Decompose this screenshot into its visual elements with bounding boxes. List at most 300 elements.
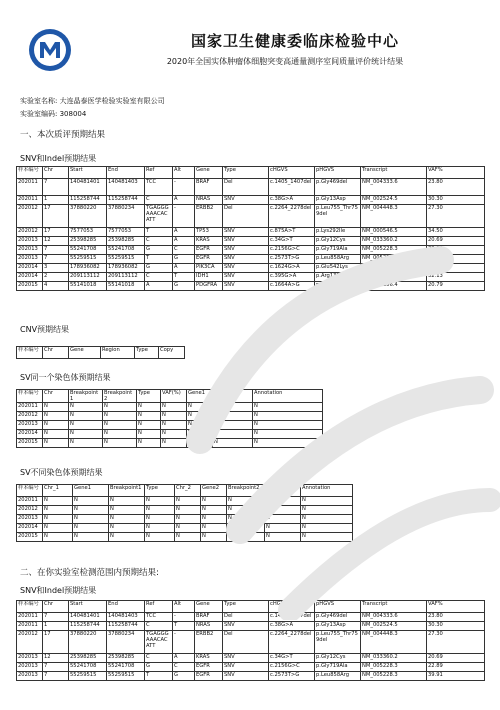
table-cell: EGFR: [195, 255, 223, 264]
table-cell: -: [173, 613, 195, 622]
table-cell: N: [161, 403, 187, 412]
table-cell: 202012: [17, 412, 43, 421]
table-cell: NM_004448.3: [361, 631, 427, 654]
column-header: Start: [69, 167, 107, 179]
snv-table1-title: SNV和Indel预期结果: [20, 154, 97, 163]
table-cell: 202012: [17, 631, 43, 654]
table-cell: p.Gly13Asp: [315, 622, 361, 631]
table-cell: p.Lys292Ile: [315, 228, 361, 237]
table-row: [17, 506, 353, 515]
table-cell: SNV: [223, 237, 269, 246]
table-row: [17, 228, 485, 237]
table-cell: N: [227, 533, 265, 542]
table-cell: C: [145, 273, 173, 282]
table-cell: p.Arg132His: [315, 273, 361, 282]
table-cell: 17: [43, 205, 69, 228]
table-row: [17, 273, 485, 282]
table-cell: N: [175, 506, 201, 515]
table-cell: N: [43, 412, 69, 421]
column-header: Copy: [159, 347, 185, 359]
table-cell: NRAS: [195, 196, 223, 205]
table-cell: 55259515: [107, 672, 145, 681]
table-cell: A: [145, 282, 173, 291]
table-cell: T: [173, 622, 195, 631]
table-cell: T: [145, 255, 173, 264]
column-header: Alt: [173, 601, 195, 613]
table-cell: 202013: [17, 421, 43, 430]
table-cell: N: [253, 403, 323, 412]
table-row: [17, 672, 485, 681]
column-header: Breakpoint2: [227, 485, 265, 497]
table-cell: Del: [223, 179, 269, 196]
column-header: Type: [145, 485, 175, 497]
table-cell: c.38G>A: [269, 622, 315, 631]
table-cell: G: [145, 663, 173, 672]
table-cell: N: [253, 412, 323, 421]
table-header-row: [17, 485, 353, 497]
column-header: VAF%: [427, 167, 485, 179]
table-cell: N: [213, 430, 253, 439]
table-cell: SNV: [223, 273, 269, 282]
table-cell: Del: [223, 631, 269, 654]
table-cell: NM_033360.2: [361, 654, 427, 663]
table-cell: 115258744: [69, 622, 107, 631]
sv-diff-table: [16, 484, 353, 542]
table-cell: NM_004333.6: [361, 179, 427, 196]
table-cell: 12: [43, 237, 69, 246]
table-cell: N: [161, 430, 187, 439]
table-cell: N: [201, 506, 227, 515]
table-cell: T: [145, 672, 173, 681]
lab-name-line: 实验室名称: 大连晶泰医学检验实验室有限公司: [20, 97, 165, 105]
table-cell: 25398285: [107, 237, 145, 246]
table-cell: 140481403: [107, 179, 145, 196]
column-header: Type: [223, 167, 269, 179]
table-cell: C: [173, 246, 195, 255]
column-header: End: [107, 167, 145, 179]
table-cell: N: [43, 533, 73, 542]
table-row: [17, 654, 485, 663]
table-cell: N: [145, 515, 175, 524]
column-header: VAF (%): [265, 485, 301, 497]
column-header: Transcript: [361, 601, 427, 613]
column-header: 样本编号: [17, 347, 43, 359]
table-cell: N: [137, 412, 161, 421]
table-cell: TGAGGGAAACACATT: [145, 205, 173, 228]
table-cell: SNV: [223, 672, 269, 681]
table-cell: 202014: [17, 430, 43, 439]
column-header: Region: [101, 347, 135, 359]
table-row: [17, 421, 323, 430]
table-row: [17, 196, 485, 205]
table-cell: 202013: [17, 515, 43, 524]
table-cell: 25398285: [107, 654, 145, 663]
table-cell: 202014: [17, 524, 43, 533]
table-cell: 202013: [17, 246, 43, 255]
table-cell: N: [137, 421, 161, 430]
table-cell: 209113112: [69, 273, 107, 282]
table-cell: N: [73, 506, 109, 515]
column-header: Gene1: [73, 485, 109, 497]
snv-table-1: [16, 166, 485, 291]
table-cell: 7: [43, 613, 69, 622]
table-row: [17, 237, 485, 246]
table-cell: Del: [223, 613, 269, 622]
table-cell: 140481401: [69, 613, 107, 622]
table-cell: 7577053: [107, 228, 145, 237]
column-header: Type: [137, 390, 161, 403]
table-cell: N: [161, 439, 187, 448]
table-cell: 3: [43, 264, 69, 273]
table-cell: c.2573T>G: [269, 672, 315, 681]
table-cell: 25398285: [69, 237, 107, 246]
column-header: Gene: [195, 167, 223, 179]
lab-code-line: 实验室编码: 308004: [20, 110, 87, 118]
table-cell: -: [173, 631, 195, 654]
table-cell: N: [227, 515, 265, 524]
table-cell: N: [69, 403, 103, 412]
table-cell: 140481401: [69, 179, 107, 196]
table-row: [17, 515, 353, 524]
column-header: pHGVS: [315, 167, 361, 179]
column-header: pHGVS: [315, 601, 361, 613]
table-cell: p.Gly469del: [315, 613, 361, 622]
table-cell: A: [173, 264, 195, 273]
table-cell: N: [265, 524, 301, 533]
table-cell: N: [265, 533, 301, 542]
table-cell: N: [301, 515, 353, 524]
table-cell: 20.69: [427, 654, 485, 663]
column-header: Chr_2: [175, 485, 201, 497]
table-cell: N: [103, 421, 137, 430]
table-cell: N: [253, 439, 323, 448]
table-cell: NM_005228.3: [361, 663, 427, 672]
column-header: cHGVS: [269, 167, 315, 179]
table-cell: C: [173, 663, 195, 672]
table-header-row: [17, 390, 323, 403]
table-cell: 1: [43, 622, 69, 631]
table-cell: 209113112: [107, 273, 145, 282]
table-cell: 115258744: [107, 196, 145, 205]
table-cell: A: [173, 228, 195, 237]
table-cell: 7: [43, 179, 69, 196]
table-cell: NM_005228.3: [361, 672, 427, 681]
table-cell: NM_033360.2: [361, 237, 427, 246]
table-cell: 37880220: [69, 631, 107, 654]
table-cell: 202013: [17, 654, 43, 663]
sv-same-table-title: SV同一个染色体预期结果: [20, 373, 111, 382]
table-cell: N: [201, 515, 227, 524]
table-cell: 202013: [17, 237, 43, 246]
table-row: [17, 663, 485, 672]
table-cell: -: [173, 205, 195, 228]
lab-name: 大连晶泰医学检验实验室有限公司: [59, 97, 165, 105]
table-cell: N: [187, 421, 213, 430]
table-cell: N: [161, 412, 187, 421]
sv-same-table: [16, 389, 323, 448]
table-cell: 202014: [17, 264, 43, 273]
table-cell: N: [43, 524, 73, 533]
table-cell: N: [213, 403, 253, 412]
table-cell: N: [103, 430, 137, 439]
table-cell: 12: [43, 654, 69, 663]
table-cell: c.2573T>G: [269, 255, 315, 264]
column-header: Gene2: [213, 390, 253, 403]
table-cell: N: [109, 533, 145, 542]
table-cell: 27.30: [427, 631, 485, 654]
table-cell: 32.13: [427, 273, 485, 282]
table-cell: 23.80: [427, 613, 485, 622]
table-cell: 202014: [17, 273, 43, 282]
table-cell: 178936082: [69, 264, 107, 273]
table-cell: 37880220: [69, 205, 107, 228]
table-cell: N: [227, 506, 265, 515]
table-cell: N: [69, 421, 103, 430]
table-cell: 55141018: [69, 282, 107, 291]
table-cell: NM_002524.5: [361, 196, 427, 205]
table-row: [17, 412, 323, 421]
table-cell: N: [265, 515, 301, 524]
table-cell: 25398285: [69, 654, 107, 663]
table-cell: c.38G>A: [269, 196, 315, 205]
table-cell: p.Gly12Cys: [315, 237, 361, 246]
table-cell: 202011: [17, 613, 43, 622]
table-cell: N: [109, 515, 145, 524]
table-cell: 22.89: [427, 246, 485, 255]
table-row: [17, 205, 485, 228]
table-row: [17, 264, 485, 273]
table-cell: N: [253, 430, 323, 439]
table-cell: p.Gly719Ala: [315, 663, 361, 672]
table-cell: 178936082: [107, 264, 145, 273]
table-cell: 2: [43, 273, 69, 282]
table-cell: 34.16: [427, 264, 485, 273]
table-cell: N: [43, 506, 73, 515]
table-cell: N: [213, 421, 253, 430]
column-header: 样本编号: [17, 390, 43, 403]
table-cell: 22.89: [427, 663, 485, 672]
table-cell: G: [145, 246, 173, 255]
table-cell: 115258744: [107, 622, 145, 631]
table-cell: 202013: [17, 672, 43, 681]
table-cell: N: [227, 524, 265, 533]
table-cell: N: [109, 506, 145, 515]
table-cell: 115258744: [69, 196, 107, 205]
table-cell: p.Glu542Lys: [315, 264, 361, 273]
table-cell: PIK3CA: [195, 264, 223, 273]
table-cell: 1: [43, 196, 69, 205]
table-cell: TCC: [145, 613, 173, 622]
table-cell: 7: [43, 246, 69, 255]
table-cell: N: [69, 412, 103, 421]
page-title: 国家卫生健康委临床检验中心: [190, 32, 399, 50]
table-cell: 202013: [17, 255, 43, 264]
table-cell: N: [301, 533, 353, 542]
table-cell: N: [103, 412, 137, 421]
table-cell: p.Leu755_Thr759del: [315, 631, 361, 654]
table-cell: N: [175, 515, 201, 524]
column-header: Chr_1: [43, 485, 73, 497]
table-cell: N: [73, 497, 109, 506]
table-cell: N: [73, 524, 109, 533]
table-cell: EGFR: [195, 246, 223, 255]
table-cell: C: [145, 196, 173, 205]
table-cell: N: [69, 439, 103, 448]
table-cell: c.2156G>C: [269, 246, 315, 255]
table-cell: N: [109, 524, 145, 533]
table-cell: BRAF: [195, 179, 223, 196]
table-cell: 202015: [17, 533, 43, 542]
table-cell: N: [137, 439, 161, 448]
table-cell: c.2264_2278del: [269, 205, 315, 228]
table-cell: 202012: [17, 205, 43, 228]
table-cell: 34.50: [427, 228, 485, 237]
table-cell: N: [145, 497, 175, 506]
table-cell: NM_000546.5: [361, 228, 427, 237]
table-cell: c.2156G>C: [269, 663, 315, 672]
table-row: [17, 497, 353, 506]
table-cell: c.1624G>A: [269, 264, 315, 273]
table-cell: SNV: [223, 264, 269, 273]
table-cell: IDH1: [195, 273, 223, 282]
table-cell: 55241708: [107, 246, 145, 255]
table-cell: 202011: [17, 497, 43, 506]
table-cell: c.1664A>G: [269, 282, 315, 291]
column-header: Gene2: [201, 485, 227, 497]
table-cell: SNV: [223, 654, 269, 663]
table-cell: p.Gly719Ala: [315, 246, 361, 255]
table-cell: c.1405_1407del: [269, 613, 315, 622]
table-cell: N: [301, 506, 353, 515]
table-cell: N: [43, 430, 69, 439]
table-cell: 39.91: [427, 255, 485, 264]
table-cell: p.Gly469del: [315, 179, 361, 196]
column-header: Chr: [43, 167, 69, 179]
column-header: Transcript: [361, 167, 427, 179]
table-cell: N: [227, 497, 265, 506]
table-cell: G: [173, 255, 195, 264]
table-cell: Del: [223, 205, 269, 228]
table-cell: N: [265, 497, 301, 506]
table-cell: N: [69, 430, 103, 439]
table-cell: TP53: [195, 228, 223, 237]
column-header: Breakpoint1: [109, 485, 145, 497]
table-row: [17, 622, 485, 631]
table-cell: 202012: [17, 228, 43, 237]
table-cell: 140481403: [107, 613, 145, 622]
table-cell: N: [187, 439, 213, 448]
table-cell: N: [201, 533, 227, 542]
table-cell: c.395G>A: [269, 273, 315, 282]
table-cell: EGFR: [195, 663, 223, 672]
snv-table-2: [16, 600, 485, 681]
table-cell: C: [145, 237, 173, 246]
lab-code: 308004: [59, 110, 87, 118]
table-cell: N: [175, 497, 201, 506]
table-cell: A: [173, 237, 195, 246]
table-cell: N: [161, 421, 187, 430]
snv-table2-title: SNV和Indel预期结果: [20, 586, 97, 595]
column-header: VAF(%): [161, 390, 187, 403]
table-cell: 55259515: [107, 255, 145, 264]
table-cell: c.1405_1407del: [269, 179, 315, 196]
table-cell: NM_005228.3: [361, 255, 427, 264]
table-cell: T: [145, 228, 173, 237]
table-cell: N: [253, 421, 323, 430]
table-cell: 20.79: [427, 282, 485, 291]
table-cell: N: [145, 533, 175, 542]
table-cell: N: [301, 497, 353, 506]
table-cell: N: [187, 430, 213, 439]
column-header: cHGVS: [269, 601, 315, 613]
table-cell: 37880234: [107, 205, 145, 228]
table-cell: BRAF: [195, 613, 223, 622]
column-header: Chr: [43, 390, 69, 403]
table-row: [17, 179, 485, 196]
table-cell: SNV: [223, 622, 269, 631]
table-cell: 202015: [17, 439, 43, 448]
table-cell: p.Leu858Arg: [315, 255, 361, 264]
table-cell: NM_006206.4: [361, 282, 427, 291]
table-cell: 7: [43, 672, 69, 681]
table-cell: N: [137, 430, 161, 439]
table-cell: 23.80: [427, 179, 485, 196]
cnv-table-title: CNV预期结果: [20, 325, 70, 334]
section2-title: 二、在你实验室检测范围内预期结果:: [20, 568, 159, 578]
page-subtitle: 2020年全国实体肿瘤体细胞突变高通量测序室间质量评价统计结果: [166, 57, 404, 66]
table-cell: A: [173, 654, 195, 663]
table-cell: 202011: [17, 179, 43, 196]
table-cell: 202013: [17, 663, 43, 672]
table-cell: p.Leu858Arg: [315, 672, 361, 681]
table-cell: EGFR: [195, 672, 223, 681]
table-row: [17, 631, 485, 654]
table-cell: N: [43, 403, 69, 412]
table-cell: 17: [43, 631, 69, 654]
table-cell: 202011: [17, 622, 43, 631]
column-header: Gene: [69, 347, 101, 359]
table-cell: N: [301, 524, 353, 533]
table-cell: NM_002524.5: [361, 622, 427, 631]
table-cell: 55259515: [69, 255, 107, 264]
table-cell: TCC: [145, 179, 173, 196]
table-header-row: [17, 167, 485, 179]
table-cell: p.Gly13Asp: [315, 196, 361, 205]
column-header: Annotation: [253, 390, 323, 403]
column-header: Type: [135, 347, 159, 359]
table-cell: PDGFRA: [195, 282, 223, 291]
section1-title: 一、本次质评预期结果: [20, 130, 106, 140]
table-cell: NM_004333.6: [361, 613, 427, 622]
table-cell: N: [201, 497, 227, 506]
table-cell: ERBB2: [195, 631, 223, 654]
table-cell: 17: [43, 228, 69, 237]
table-cell: TGAGGGAAACACATT: [145, 631, 173, 654]
table-cell: KRAS: [195, 237, 223, 246]
table-cell: T: [173, 273, 195, 282]
table-cell: N: [213, 439, 253, 448]
column-header: Ref: [145, 167, 173, 179]
table-cell: A: [173, 196, 195, 205]
table-cell: p.Tyr555Cys: [315, 282, 361, 291]
table-cell: 55259515: [69, 672, 107, 681]
table-cell: 7577053: [69, 228, 107, 237]
table-cell: p.Gly12Cys: [315, 654, 361, 663]
table-cell: 55241708: [69, 246, 107, 255]
table-cell: N: [175, 524, 201, 533]
table-cell: NRAS: [195, 622, 223, 631]
column-header: Ref: [145, 601, 173, 613]
